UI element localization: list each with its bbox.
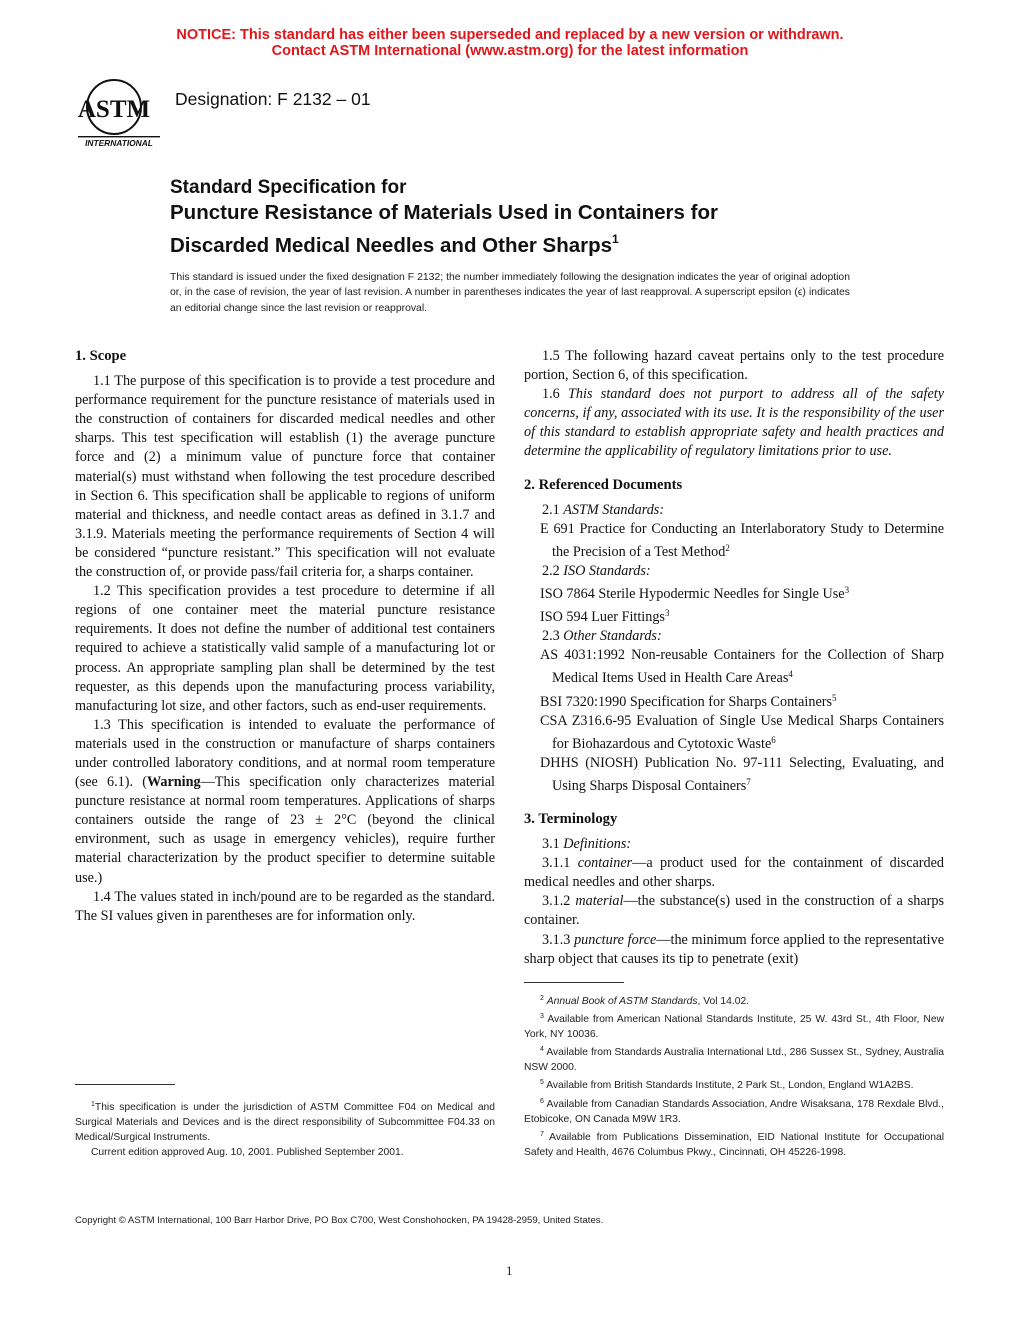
document-title (170, 176, 718, 259)
notice-line-1: NOTICE: This standard has either been superseded and replaced by a new version or withdrawn. (176, 27, 844, 43)
footnote-1-edition: Current edition approved Aug. 10, 2001. Published September 2001. (91, 1147, 404, 1159)
warning-label: Warning (146, 774, 201, 791)
para-1-2: 1.2 This specification provides a test procedure to determine if all regions of one container meet the material puncture resistance requirements. It does not define the number of additional test containers required to achieve a statistically valid sample of a manufacturing lot or process. An appropriate sampling plan shall be determined by the test requester, as this depends upon the manufacturing process variability, manufacturing lot size, and other factors, such as end-user requirements. (75, 583, 495, 714)
astm-standards-label: 2.1 ASTM Standards: (542, 501, 665, 518)
footnote-2: $^2$ Annual Book of ASTM Standards, Vol 14.02. (540, 995, 750, 1007)
footnote-1: $^1$This specification is under the jurisdiction of ASTM Committee F04 on Medical and Surgical Materials and Devices and is the direct responsibility of Subcommittee F04.33 on Medical/Surgical Instruments. (75, 1101, 495, 1144)
other-standards-label: 2.3 Other Standards: (542, 628, 662, 645)
footnote-6: $^6$ Available from Canadian Standards Association, Andre Wisaksana, 178 Rexdale Blvd., Etobicoke, ON Canada M9W 1R3. (524, 1097, 944, 1125)
iso-standards-label: 2.2 ISO Standards: (542, 562, 651, 579)
ref-iso594: ISO 594 Luer Fittings$^3$ (540, 608, 670, 626)
footnote-ref-5[interactable]: 5 (832, 692, 837, 703)
footnote-divider-right (524, 982, 624, 983)
footnotes-left (75, 1097, 495, 1160)
issue-note: This standard is issued under the fixed designation F 2132; the number immediately following the designation indicates the year of original adoption or, in the case of revision, the year of last revision. A number in parentheses indicates the year of last reapproval. A superscript epsilon (ϵ) indicates an editorial change since the last revision or reapproval. (170, 272, 850, 314)
para-1-5: 1.5 The following hazard caveat pertains only to the test procedure portion, Section 6, of this specification. (524, 348, 944, 384)
footnote-ref-6[interactable]: 6 (771, 734, 776, 745)
footnote-7: $^7$ Available from Publications Dissemination, EID National Institute for Occupational Safety and Health, 4676 Columbus Pkwy., Cincinnati, OH 45226-1998. (524, 1130, 944, 1158)
page-number: 1 (506, 1263, 513, 1278)
ref-iso7864: ISO 7864 Sterile Hypodermic Needles for Single Use$^3$ (540, 585, 850, 603)
right-column (524, 347, 944, 969)
section-3-heading: 3. Terminology (524, 810, 618, 827)
ref-bsi7320: BSI 7320:1990 Specification for Sharps Containers$^5$ (540, 692, 837, 710)
footnote-5: $^5$ Available from British Standards Institute, 2 Park St., London, England W1A2BS. (540, 1079, 914, 1092)
ref-dhhs: DHHS (NIOSH) Publication No. 97-111 Selecting, Evaluating, and Using Sharps Disposal Containers$^7$ (540, 754, 944, 794)
footnotes-right (524, 991, 944, 1160)
definitions-label: 3.1 Definitions: (542, 836, 632, 853)
title-line-2: Puncture Resistance of Materials Used in Containers for (170, 201, 718, 224)
term-puncture-force: 3.1.3 puncture force—the minimum force applied to the representative sharp object that causes its tip to penetrate (exit) (524, 931, 945, 967)
logo-letters: ASTM (77, 96, 151, 123)
para-1-6: 1.6 This standard does not purport to address all of the safety concerns, if any, associated with its use. It is the responsibility of the user of this standard to establish appropriate safety and health practices and determine the applicability of regulatory limitations prior to use. (524, 386, 944, 460)
footnote-ref-2[interactable]: 2 (725, 542, 730, 553)
para-1-3: 1.3 This specification is intended to evaluate the performance of materials used in the construction or manufacture of sharps containers under controlled laboratory conditions, and at normal room temperature (see 6.1). (Warning—This specification only characterizes material puncture resistance at normal room temperatures. Applications of sharps containers outside the range of 23 ± 2°C (beyond the clinical environment, such as usage in emergency vehicles), require further material characterization by the product specifier to determine suitable use.) (75, 716, 495, 886)
term-material: 3.1.2 material—the substance(s) used in the construction of a sharps container. (524, 893, 945, 929)
footnote-divider-left (75, 1084, 175, 1085)
astm-logo-icon (76, 76, 162, 150)
footnote-ref-3b[interactable]: 3 (664, 608, 670, 619)
footnote-4: $^4$ Available from Standards Australia International Ltd., 286 Sussex St., Sydney, Australia NSW 2000. (524, 1046, 944, 1074)
para-1-1: 1.1 The purpose of this specification is to provide a test procedure and performance requirement for the puncture resistance of materials used in the construction of containers for discarded medical needles and other sharps. This test specification will establish (1) the average puncture force and (2) a minimum value of puncture force that container material(s) must withstand when following the test procedure described in Section 6. This specification shall be applicable to regions of uniform material and thickness, and needle contact areas as defined in 3.1.7 and 3.1.9. Materials meeting the performance requirements of Section 4 will be considered “puncture resistant.” This specification will not evaluate the construction of, or provide pass/fail criteria for, a sharps container. (75, 373, 495, 581)
designation: Designation: F 2132 – 01 (175, 89, 371, 109)
title-line-3: Discarded Medical Needles and Other Sharps$^1$ (170, 232, 619, 257)
logo-label: INTERNATIONAL (85, 138, 153, 148)
footnote-ref-4[interactable]: 4 (788, 669, 793, 680)
para-1-4: 1.4 The values stated in inch/pound are to be regarded as the standard. The SI values given in parentheses are for information only. (75, 888, 495, 924)
footnote-ref-7[interactable]: 7 (746, 776, 751, 787)
ref-csa: CSA Z316.6-95 Evaluation of Single Use Medical Sharps Containers for Biohazardous and Cytotoxic Waste$^6$ (540, 712, 944, 752)
left-column (75, 347, 495, 926)
ref-as4031: AS 4031:1992 Non-reusable Containers for the Collection of Sharp Medical Items Used in Health Care Areas$^4$ (540, 647, 944, 687)
footnote-3: $^3$ Available from American National Standards Institute, 25 W. 43rd St., 4th Floor, New York, NY 10036. (524, 1013, 944, 1041)
title-footnote-ref[interactable]: 1 (612, 232, 619, 246)
supersession-notice (0, 27, 1020, 59)
section-2-heading: 2. Referenced Documents (524, 476, 683, 493)
notice-line-2: Contact ASTM International (www.astm.org) for the latest information (271, 43, 749, 59)
section-1-heading: 1. Scope (75, 348, 127, 364)
copyright-line: Copyright © ASTM International, 100 Barr Harbor Drive, PO Box C700, West Conshohocken, PA 19428-2959, United States. (75, 1215, 604, 1226)
title-line-1: Standard Specification for (170, 177, 407, 198)
ref-e691: E 691 Practice for Conducting an Interlaboratory Study to Determine the Precision of a Test Method$^2$ (540, 520, 944, 560)
footnote-ref-3[interactable]: 3 (844, 585, 850, 596)
term-container: 3.1.1 container—a product used for the containment of discarded medical needles and other sharps. (524, 855, 944, 891)
